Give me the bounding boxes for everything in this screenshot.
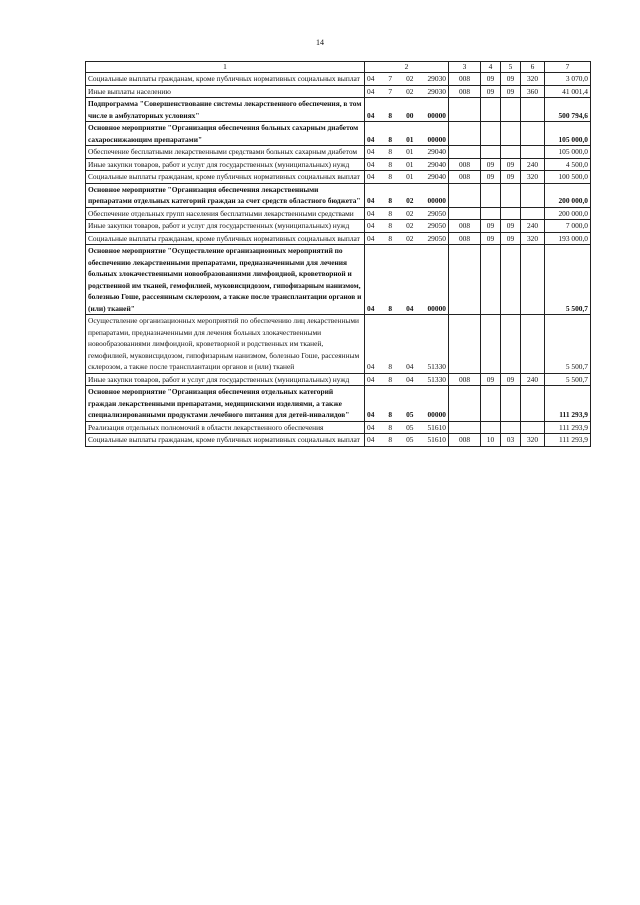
code-event: 02: [406, 74, 414, 83]
code-event: 02: [406, 86, 414, 96]
target-article-code: [365, 386, 449, 422]
row-name: Основное мероприятие "Организация обеспечения лекарственными препаратами отдельных категорий граждан за счет средств областного бюджета": [86, 183, 365, 207]
amount: 193 000,0: [545, 232, 591, 245]
section-code: 09: [481, 158, 501, 171]
expense-type-code: [521, 183, 545, 207]
target-article-code: [365, 122, 449, 146]
amount: 105 000,0: [545, 146, 591, 159]
code-program: 04: [367, 147, 375, 156]
subsection-code: [501, 421, 521, 434]
department-code: 008: [449, 434, 481, 447]
code-subprogram: 7: [388, 74, 393, 83]
expense-type-code: [521, 315, 545, 374]
row-name: Основное мероприятие "Организация обеспечения больных сахарным диабетом сахароснижающим препаратами": [86, 122, 365, 146]
section-code: [481, 386, 501, 422]
amount: 500 794,6: [545, 98, 591, 122]
target-article-code: [365, 373, 449, 386]
table-row: [86, 146, 591, 159]
table-header-row: [86, 62, 591, 73]
expense-type-code: [521, 386, 545, 422]
code-event: 04: [406, 374, 414, 384]
row-name: Социальные выплаты гражданам, кроме публичных нормативных социальных выплат: [86, 171, 365, 184]
row-name: Иные закупки товаров, работ и услуг для государственных (муниципальных) нужд: [86, 220, 365, 233]
code-direction: 51330: [427, 362, 446, 371]
code-subprogram: 8: [388, 374, 393, 384]
target-article-code: [365, 171, 449, 184]
expense-type-code: 320: [521, 434, 545, 447]
expense-type-code: 240: [521, 158, 545, 171]
department-code: [449, 146, 481, 159]
code-subprogram: 8: [388, 196, 393, 205]
table-row: [86, 373, 591, 386]
code-direction: 00000: [427, 110, 446, 120]
code-subprogram: 7: [388, 86, 393, 96]
column-header: 7: [545, 62, 591, 73]
table-row: [86, 171, 591, 184]
code-subprogram: 8: [388, 110, 393, 120]
department-code: 008: [449, 85, 481, 98]
table-row: [86, 85, 591, 98]
code-event: 05: [406, 435, 414, 444]
row-name: Социальные выплаты гражданам, кроме публичных нормативных социальных выплат: [86, 434, 365, 447]
amount: 200 000,0: [545, 207, 591, 220]
code-program: 04: [367, 208, 375, 218]
expense-type-code: 320: [521, 171, 545, 184]
section-code: [481, 98, 501, 122]
department-code: [449, 207, 481, 220]
section-code: 09: [481, 73, 501, 86]
subsection-code: [501, 98, 521, 122]
department-code: 008: [449, 220, 481, 233]
subsection-code: 09: [501, 158, 521, 171]
expense-type-code: [521, 146, 545, 159]
table-row: [86, 207, 591, 220]
code-subprogram: 8: [388, 208, 393, 218]
code-direction: 00000: [427, 196, 446, 205]
column-header: 6: [521, 62, 545, 73]
code-subprogram: 8: [388, 410, 393, 419]
subsection-code: [501, 122, 521, 146]
code-direction: 29030: [427, 86, 446, 96]
code-direction: 51610: [427, 422, 446, 432]
code-direction: 29030: [427, 74, 446, 83]
section-code: 09: [481, 171, 501, 184]
code-event: 00: [406, 110, 414, 120]
subsection-code: 09: [501, 373, 521, 386]
code-program: 04: [367, 196, 375, 205]
section-code: 09: [481, 85, 501, 98]
code-program: 04: [367, 374, 375, 384]
amount: 105 000,0: [545, 122, 591, 146]
department-code: [449, 421, 481, 434]
row-name: Иные закупки товаров, работ и услуг для государственных (муниципальных) нужд: [86, 158, 365, 171]
code-event: 02: [406, 221, 414, 230]
code-event: 04: [406, 362, 414, 371]
department-code: 008: [449, 158, 481, 171]
section-code: 09: [481, 232, 501, 245]
target-article-code: [365, 146, 449, 159]
expense-type-code: [521, 421, 545, 434]
table-row: [86, 220, 591, 233]
code-program: 04: [367, 435, 375, 444]
subsection-code: [501, 245, 521, 315]
subsection-code: [501, 146, 521, 159]
code-program: 04: [367, 303, 375, 313]
table-row: [86, 245, 591, 315]
amount: 41 001,4: [545, 85, 591, 98]
row-name: Социальные выплаты гражданам, кроме публичных нормативных социальных выплат: [86, 232, 365, 245]
target-article-code: [365, 232, 449, 245]
code-program: 04: [367, 159, 375, 169]
amount: 4 500,0: [545, 158, 591, 171]
table-row: [86, 73, 591, 86]
amount: 5 500,7: [545, 315, 591, 374]
expense-type-code: 240: [521, 220, 545, 233]
amount: 3 070,0: [545, 73, 591, 86]
code-event: 02: [406, 196, 414, 205]
expense-type-code: 320: [521, 232, 545, 245]
column-header: 5: [501, 62, 521, 73]
section-code: [481, 421, 501, 434]
department-code: 008: [449, 232, 481, 245]
amount: 100 500,0: [545, 171, 591, 184]
subsection-code: 03: [501, 434, 521, 447]
code-subprogram: 8: [388, 303, 393, 313]
code-direction: 29050: [427, 233, 446, 243]
department-code: [449, 183, 481, 207]
amount: 111 293,9: [545, 386, 591, 422]
code-event: 05: [406, 410, 414, 419]
table-row: [86, 421, 591, 434]
column-header: 3: [449, 62, 481, 73]
target-article-code: [365, 85, 449, 98]
amount: 111 293,9: [545, 421, 591, 434]
target-article-code: [365, 315, 449, 374]
code-direction: 51330: [427, 374, 446, 384]
table-row: [86, 434, 591, 447]
department-code: 008: [449, 73, 481, 86]
table-row: [86, 315, 591, 374]
code-program: 04: [367, 74, 375, 83]
table-row: [86, 232, 591, 245]
table-body: [86, 73, 591, 447]
code-direction: 29050: [427, 208, 446, 218]
column-header: 2: [365, 62, 449, 73]
row-name: Обеспечение отдельных групп населения бесплатными лекарственными средствами: [86, 207, 365, 220]
code-program: 04: [367, 362, 375, 371]
code-event: 02: [406, 208, 414, 218]
target-article-code: [365, 434, 449, 447]
subsection-code: 09: [501, 171, 521, 184]
code-direction: 29050: [427, 221, 446, 230]
column-header: 1: [86, 62, 365, 73]
section-code: [481, 183, 501, 207]
code-event: 01: [406, 147, 414, 156]
section-code: 09: [481, 373, 501, 386]
code-program: 04: [367, 233, 375, 243]
row-name: Иные выплаты населению: [86, 85, 365, 98]
subsection-code: 09: [501, 73, 521, 86]
expense-type-code: [521, 98, 545, 122]
subsection-code: [501, 315, 521, 374]
target-article-code: [365, 207, 449, 220]
row-name: Основное мероприятие "Организация обеспечения отдельных категорий граждан лекарственными препаратами, медицинскими изделиями, а также специализированными продуктами лечебного питания для детей-инвалидов": [86, 386, 365, 422]
amount: 5 500,7: [545, 373, 591, 386]
code-event: 02: [406, 233, 414, 243]
target-article-code: [365, 183, 449, 207]
target-article-code: [365, 73, 449, 86]
code-program: 04: [367, 422, 375, 432]
department-code: 008: [449, 373, 481, 386]
code-subprogram: 8: [388, 362, 393, 371]
code-direction: 29040: [427, 147, 446, 156]
code-program: 04: [367, 110, 375, 120]
target-article-code: [365, 220, 449, 233]
subsection-code: 09: [501, 220, 521, 233]
section-code: [481, 315, 501, 374]
subsection-code: 09: [501, 85, 521, 98]
column-header: 4: [481, 62, 501, 73]
table-row: [86, 386, 591, 422]
expense-type-code: [521, 245, 545, 315]
section-code: 10: [481, 434, 501, 447]
amount: 111 293,9: [545, 434, 591, 447]
subsection-code: 09: [501, 232, 521, 245]
code-direction: 51610: [427, 435, 446, 444]
subsection-code: [501, 207, 521, 220]
table-row: [86, 158, 591, 171]
code-direction: 00000: [427, 410, 446, 419]
amount: 200 000,0: [545, 183, 591, 207]
code-subprogram: 8: [388, 147, 393, 156]
code-direction: 29040: [427, 172, 446, 181]
page-number: 14: [316, 38, 324, 47]
row-name: Осуществление организационных мероприятий по обеспечению лиц лекарственными препаратами, предназначенными для лечения больных злокачественными новообразованиями лимфоидной, кроветворной и родственных им тканей, гемофилией, муковисцидозом, гипофизарным нанизмом, болезнью Гоше, рассеянным склерозом, а также после трансплантации органов и (или) тканей: [86, 315, 365, 374]
department-code: [449, 245, 481, 315]
amount: 5 500,7: [545, 245, 591, 315]
code-program: 04: [367, 221, 375, 230]
target-article-code: [365, 245, 449, 315]
code-subprogram: 8: [388, 435, 393, 444]
section-code: [481, 245, 501, 315]
code-event: 01: [406, 159, 414, 169]
row-name: Основное мероприятие "Осуществление организационных мероприятий по обеспечению лекарственными препаратами, предназначенными для лечения больных злокачественными новообразованиями лимфоидной, кроветворной и родственной им тканей, гемофилией, муковисцидозом, гипофизарным нанизмом, болезнью Гоше, рассеянным склерозом, а также после трансплантации органов и (или) тканей": [86, 245, 365, 315]
code-subprogram: 8: [388, 134, 393, 144]
budget-table: [85, 61, 591, 447]
code-program: 04: [367, 86, 375, 96]
table-row: [86, 183, 591, 207]
code-subprogram: 8: [388, 159, 393, 169]
code-subprogram: 8: [388, 172, 393, 181]
department-code: [449, 386, 481, 422]
table-row: [86, 98, 591, 122]
code-program: 04: [367, 134, 375, 144]
section-code: [481, 122, 501, 146]
expense-type-code: [521, 207, 545, 220]
row-name: Социальные выплаты гражданам, кроме публичных нормативных социальных выплат: [86, 73, 365, 86]
row-name: Иные закупки товаров, работ и услуг для государственных (муниципальных) нужд: [86, 373, 365, 386]
department-code: [449, 122, 481, 146]
row-name: Реализация отдельных полномочий в области лекарственного обеспечения: [86, 421, 365, 434]
target-article-code: [365, 158, 449, 171]
code-program: 04: [367, 410, 375, 419]
row-name: Подпрограмма "Совершенствование системы лекарственного обеспечения, в том числе в амбулаторных условиях": [86, 98, 365, 122]
code-subprogram: 8: [388, 221, 393, 230]
row-name: Обеспечение бесплатными лекарственными средствами больных сахарным диабетом: [86, 146, 365, 159]
table-row: [86, 122, 591, 146]
expense-type-code: 320: [521, 73, 545, 86]
department-code: [449, 98, 481, 122]
department-code: 008: [449, 171, 481, 184]
section-code: [481, 207, 501, 220]
code-event: 01: [406, 134, 414, 144]
code-subprogram: 8: [388, 233, 393, 243]
code-event: 05: [406, 422, 414, 432]
code-event: 04: [406, 303, 414, 313]
code-event: 01: [406, 172, 414, 181]
code-direction: 29040: [427, 159, 446, 169]
code-direction: 00000: [427, 134, 446, 144]
code-subprogram: 8: [388, 422, 393, 432]
expense-type-code: 360: [521, 85, 545, 98]
section-code: [481, 146, 501, 159]
target-article-code: [365, 98, 449, 122]
subsection-code: [501, 183, 521, 207]
section-code: 09: [481, 220, 501, 233]
subsection-code: [501, 386, 521, 422]
code-program: 04: [367, 172, 375, 181]
department-code: [449, 315, 481, 374]
target-article-code: [365, 421, 449, 434]
amount: 7 000,0: [545, 220, 591, 233]
expense-type-code: 240: [521, 373, 545, 386]
code-direction: 00000: [427, 303, 446, 313]
expense-type-code: [521, 122, 545, 146]
